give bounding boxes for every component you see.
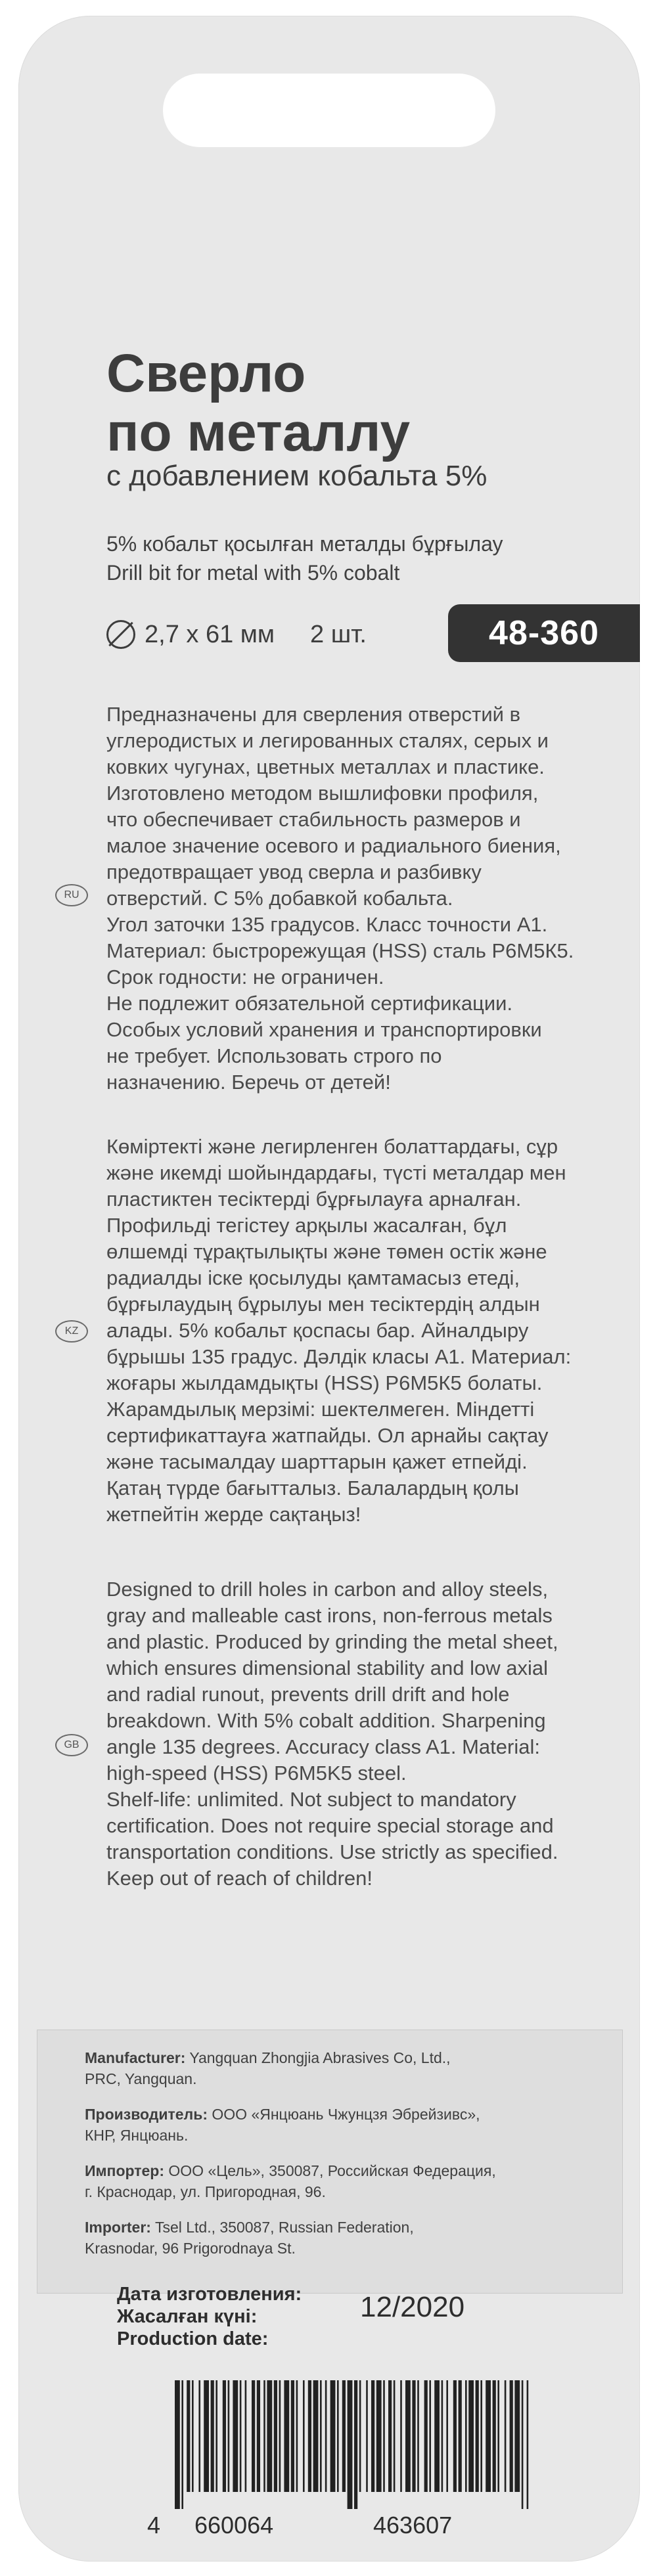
barcode-bar [308, 2380, 311, 2492]
barcode-bar [187, 2380, 190, 2492]
lang-badge-ru: RU [55, 884, 88, 906]
description-line: transportation conditions. Use strictly as specified. [106, 1840, 558, 1863]
description-kz [106, 1134, 612, 1528]
product-title [106, 344, 410, 462]
description-line: радиалды іске қосылуды қамтамасыз етеді, [106, 1266, 520, 1289]
production-date-labels [117, 2283, 302, 2350]
description-line: жоғары жылдамдықты (HSS) Р6М5К5 болаты. [106, 1371, 543, 1394]
product-subtitle: с добавлением кобальта 5% [106, 460, 487, 492]
barcode-group-right: 463607 [373, 2512, 453, 2539]
description-line: Угол заточки 135 градусов. Класс точности А1. [106, 913, 548, 936]
quantity-value: 2 шт. [310, 620, 367, 648]
barcode-bar [453, 2380, 457, 2492]
description-line: не требует. Использовать строго по [106, 1044, 442, 1067]
barcode-bar [446, 2380, 448, 2492]
description-line: сертификаттауға жатпайды. Ол арнайы сақтау [106, 1424, 549, 1447]
barcode-bar [348, 2380, 353, 2509]
manufacturer-info [85, 2047, 597, 2089]
package-content [18, 16, 640, 2562]
barcode-bar [284, 2380, 289, 2492]
barcode-bar [497, 2380, 499, 2492]
barcode-bar [263, 2380, 265, 2492]
barcode-bar [434, 2380, 440, 2492]
product-name-kz: 5% кобальт қосылған металды бұрғылау [106, 532, 503, 556]
product-name-en: Drill bit for metal with 5% cobalt [106, 561, 400, 585]
barcode-bar [465, 2380, 467, 2492]
barcode-bar [468, 2380, 474, 2492]
size-value: 2,7 x 61 мм [145, 620, 275, 648]
description-line: Keep out of reach of children! [106, 1867, 373, 1890]
lang-badge-kz: KZ [55, 1320, 88, 1343]
barcode-bar [480, 2380, 482, 2492]
barcode-bar [342, 2380, 346, 2492]
barcode-bar [376, 2380, 382, 2492]
description-line: Срок годности: не ограничен. [106, 966, 384, 988]
description-line: Designed to drill holes in carbon and alloy steels, [106, 1578, 549, 1601]
barcode-bar [417, 2380, 419, 2492]
description-line: Shelf-life: unlimited. Not subject to mandatory [106, 1788, 516, 1811]
barcode-bar [527, 2380, 529, 2509]
barcode-bar [505, 2380, 507, 2492]
description-line: Көміртекті және легирленген болаттардағы, сұр [106, 1135, 558, 1158]
production-date-value: 12/2020 [360, 2291, 465, 2323]
barcode-bar [204, 2380, 209, 2492]
importer-ru-info [85, 2160, 597, 2202]
description-line: бұрышы 135 градус. Дәлдік класы А1. Материал: [106, 1345, 572, 1368]
barcode-bar [303, 2380, 305, 2492]
importer-ru-label: Импортер: [85, 2162, 164, 2179]
barcode-bar [228, 2380, 230, 2492]
barcode-bar [459, 2380, 462, 2492]
description-line: предотвращает увод сверла и разбивку [106, 860, 482, 883]
description-line: gray and malleable cast irons, non-ferrous metals [106, 1604, 553, 1627]
description-line: certification. Does not require special storage and [106, 1814, 554, 1837]
description-line: алады. 5% кобальт қоспасы бар. Айналдыру [106, 1319, 529, 1342]
barcode-bar [522, 2380, 524, 2509]
barcode-group-left: 660064 [194, 2512, 274, 2539]
description-line: что обеспечивает стабильность размеров и [106, 808, 521, 831]
description-line: ковких чугунах, цветных металлах и пластике. [106, 755, 545, 778]
description-line: Предназначены для сверления отверстий в [106, 703, 521, 726]
barcode-bar [424, 2380, 428, 2492]
description-line: бұрғылаудың бұрылуы мен тесіктердің алдын [106, 1293, 540, 1316]
barcode-bar [388, 2380, 392, 2492]
barcode-bar [198, 2380, 200, 2492]
description-line: углеродистых и легированных сталях, серых и [106, 729, 549, 752]
description-line: жетпейтін жерде сақтаңыз! [106, 1503, 361, 1526]
importer-en-line-1: Tsel Ltd., 350087, Russian Federation, [154, 2219, 414, 2236]
description-line: Жарамдылық мерзімі: шектелмеген. Міндетті [106, 1398, 535, 1421]
barcode-bar [175, 2380, 180, 2509]
info-box [37, 2030, 623, 2294]
producer-label: Производитель: [85, 2106, 208, 2123]
barcode-bar [412, 2380, 415, 2492]
description-line: high-speed (HSS) P6M5K5 steel. [106, 1762, 407, 1785]
description-line: өлшемді тұрақтылықты және төмен остік және [106, 1240, 547, 1263]
barcode-bar [296, 2380, 298, 2492]
description-line: Не подлежит обязательной сертификации. [106, 992, 513, 1015]
production-label-ru: Дата изготовления: [117, 2284, 302, 2305]
description-line: which ensures dimensional stability and low axial [106, 1656, 549, 1679]
producer-line-2: КНР, Янцюань. [85, 2127, 189, 2144]
manufacturer-line-2: PRC, Yangquan. [85, 2070, 197, 2087]
description-line: and plastic. Produced by grinding the metal sheet, [106, 1630, 558, 1653]
barcode-bar [442, 2380, 443, 2492]
barcode-bar [223, 2380, 226, 2492]
barcode-bar [330, 2380, 336, 2492]
manufacturer-line-1: Yangquan Zhongjia Abrasives Co, Ltd., [189, 2049, 451, 2066]
barcode-bar [291, 2380, 294, 2492]
barcode-bar [486, 2380, 491, 2492]
producer-line-1: ООО «Янцюань Чжунцзя Эбрейзивс», [212, 2106, 480, 2123]
manufacturer-label: Manufacturer: [85, 2049, 186, 2066]
barcode-bar [240, 2380, 242, 2492]
barcode-bar [337, 2380, 339, 2492]
barcode-bar [257, 2380, 260, 2492]
barcode-bar [233, 2380, 238, 2492]
barcode-bar [514, 2380, 520, 2492]
description-line: пластиктен тесіктерді бұрғылауға арналған. [106, 1188, 522, 1210]
spec-row [106, 620, 367, 649]
barcode-bar [371, 2380, 374, 2492]
producer-info [85, 2104, 597, 2146]
title-line-2: по металлу [106, 403, 411, 462]
description-line: отверстий. С 5% добавкой кобальта. [106, 887, 453, 910]
package-card [18, 16, 640, 2562]
description-line: Материал: быстрорежущая (HSS) сталь Р6М5К5. [106, 939, 574, 962]
description-line: және икемді шойындардағы, түсті металдар мен [106, 1161, 566, 1184]
barcode-bar [476, 2380, 479, 2492]
barcode-bar [267, 2380, 272, 2492]
importer-ru-line-1: ООО «Цель», 350087, Российская Федерация, [168, 2162, 496, 2179]
barcode-bar [400, 2380, 402, 2492]
description-line: және тасымалдау шарттарын қажет етпейді. [106, 1450, 528, 1473]
barcode-bar [394, 2380, 396, 2492]
description-line: angle 135 degrees. Accuracy class A1. Material: [106, 1735, 540, 1758]
barcode-bar [245, 2380, 247, 2492]
importer-en-line-2: Krasnodar, 96 Prigorodnaya St. [85, 2240, 296, 2257]
importer-en-info [85, 2217, 597, 2259]
barcode-bar [211, 2380, 214, 2492]
production-label-en: Production date: [117, 2328, 269, 2349]
barcode-bar [215, 2380, 217, 2492]
description-line: and radial runout, prevents drill drift and hole [106, 1683, 510, 1706]
description-line: Особых условий хранения и транспортировки [106, 1018, 542, 1041]
barcode-digit-first: 4 [147, 2512, 161, 2539]
barcode-bar [354, 2380, 357, 2509]
importer-ru-line-2: г. Краснодар, ул. Пригородная, 96. [85, 2183, 326, 2200]
barcode [171, 2380, 532, 2509]
barcode-bar [192, 2380, 194, 2492]
barcode-bar [405, 2380, 411, 2492]
barcode-bar [359, 2380, 361, 2492]
barcode-bar [313, 2380, 319, 2492]
barcode-bar [274, 2380, 277, 2492]
barcode-bar [510, 2380, 513, 2492]
barcode-bar [320, 2380, 322, 2492]
lang-badge-gb: GB [55, 1734, 88, 1756]
description-line: Изготовлено методом вышлифовки профиля, [106, 782, 539, 805]
barcode-bar [429, 2380, 431, 2492]
barcode-bar [279, 2380, 281, 2492]
barcode-bar [325, 2380, 327, 2492]
barcode-bar [181, 2380, 183, 2509]
barcode-bar [366, 2380, 368, 2492]
description-line: малое значение осевого и радиального биения, [106, 834, 561, 857]
diameter-icon [106, 620, 135, 649]
description-line: breakdown. With 5% cobalt addition. Sharpening [106, 1709, 546, 1732]
description-gb [106, 1576, 612, 1892]
title-line-1: Сверло [106, 344, 306, 403]
barcode-bar [252, 2380, 255, 2492]
description-line: Қатаң түрде бағытталыз. Балалардың қолы [106, 1477, 519, 1499]
description-line: Профильді тегістеу арқылы жасалған, бұл [106, 1214, 507, 1237]
production-label-kz: Жасалған күні: [117, 2306, 258, 2327]
barcode-bar [383, 2380, 385, 2492]
barcode-bar [493, 2380, 496, 2492]
article-code: 48-360 [448, 604, 640, 662]
description-ru [106, 701, 612, 1096]
importer-en-label: Importer: [85, 2219, 151, 2236]
description-line: назначению. Беречь от детей! [106, 1071, 391, 1094]
